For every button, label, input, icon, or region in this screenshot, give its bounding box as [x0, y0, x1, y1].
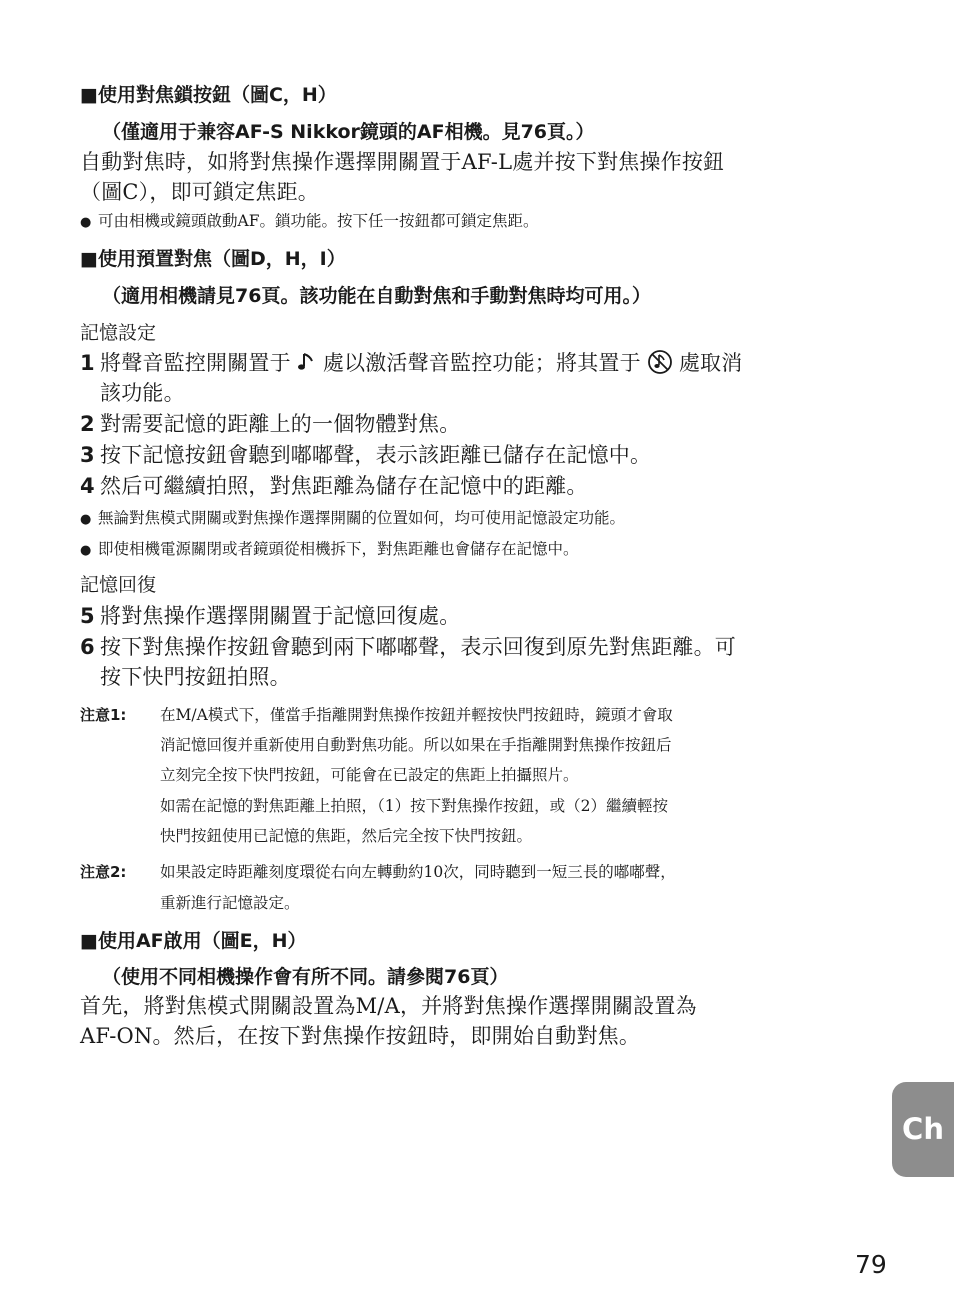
- step-text: 按下對焦操作按鈕會聽到兩下嘟嘟聲，表示回復到原先對焦距離。可: [100, 635, 736, 659]
- step-text: 然后可繼續拍照，對焦距離為儲存在記憶中的距離。: [100, 474, 588, 498]
- bullet-icon: ●: [80, 512, 92, 527]
- section-subtitle-preset-focus: （適用相機請見76頁。該功能在自動對焦和手動對焦時均可用。）: [102, 285, 651, 307]
- bullet-item: [80, 506, 625, 528]
- section-title-preset-focus: ■使用預置對焦（圖D，H，I）: [80, 248, 346, 270]
- step-number: 2: [80, 412, 95, 436]
- section-subtitle-af-on: （使用不同相機操作會有所不同。請參閱76頁）: [102, 966, 509, 988]
- step-text: 對需要記憶的距離上的一個物體對焦。: [100, 412, 461, 436]
- music-note-icon: [297, 351, 317, 378]
- step-4: [80, 470, 588, 500]
- section-title-af-on: ■使用AF啟用（圖E，H）: [80, 930, 307, 952]
- section-title-focus-lock: ■使用對焦鎖按鈕（圖C，H）: [80, 84, 337, 106]
- bullet-text: 可由相機或鏡頭啟動AF。鎖功能。按下任一按鈕都可鎖定焦距。: [98, 212, 539, 230]
- section-subtitle-focus-lock: （僅適用于兼容AF-S Nikkor鏡頭的AF相機。見76頁。）: [102, 121, 595, 143]
- bullet-icon: ●: [80, 543, 92, 558]
- body-text: 首先，將對焦模式開關設置為M/A，并將對焦操作選擇開關設置為: [80, 994, 697, 1018]
- step-text: 處以激活聲音監控功能；將其置于: [322, 351, 641, 375]
- note-text: 快門按鈕使用已記憶的焦距，然后完全按下快門按鈕。: [160, 827, 533, 845]
- note-text: 如果設定時距離刻度環從右向左轉動約10次，同時聽到一短三長的嘟嘟聲，: [160, 863, 676, 881]
- step-text: 按下記憶按鈕會聽到嘟嘟聲，表示該距離已儲存在記憶中。: [100, 443, 652, 467]
- bullet-item: [80, 209, 538, 231]
- note-text: 立刻完全按下快門按鈕，可能會在已設定的焦距上拍攝照片。: [160, 766, 579, 784]
- subheading-memory-recall: 記憶回復: [80, 574, 157, 596]
- body-text: 自動對焦時，如將對焦操作選擇開關置于AF-L處并按下對焦操作按鈕: [80, 150, 725, 174]
- step-number: 6: [80, 635, 95, 659]
- page-number: 79: [855, 1250, 887, 1279]
- note-text: 重新進行記憶設定。: [160, 894, 300, 912]
- step-number: 3: [80, 443, 95, 467]
- note-text: 消記憶回復并重新使用自動對焦功能。所以如果在手指離開對焦操作按鈕后: [160, 736, 672, 754]
- bullet-text: 即使相機電源關閉或者鏡頭從相機拆下，對焦距離也會儲存在記憶中。: [98, 540, 579, 558]
- step-5: [80, 600, 460, 630]
- step-1-continued: 該功能。: [100, 381, 185, 405]
- step-text: 將對焦操作選擇開關置于記憶回復處。: [100, 604, 461, 628]
- note-text: 在M/A模式下，僅當手指離開對焦操作按鈕并輕按快門按鈕時，鏡頭才會取: [160, 706, 673, 724]
- note-label: 注意1:: [80, 706, 127, 724]
- body-text: AF-ON。然后，在按下對焦操作按鈕時，即開始自動對焦。: [80, 1024, 641, 1048]
- subheading-memory-set: 記憶設定: [80, 322, 157, 344]
- step-1: [80, 347, 742, 380]
- note-text: 如需在記憶的對焦距離上拍照，（1）按下對焦操作按鈕，或（2）繼續輕按: [160, 797, 668, 815]
- body-text: （圖C），即可鎖定焦距。: [80, 180, 319, 204]
- language-tab: Ch: [892, 1082, 954, 1177]
- bullet-text: 無論對焦模式開關或對焦操作選擇開關的位置如何，均可使用記憶設定功能。: [98, 509, 626, 527]
- muted-note-icon: [647, 349, 673, 380]
- step-number: 5: [80, 604, 95, 628]
- step-2: [80, 408, 460, 438]
- step-text: 處取消: [678, 351, 743, 375]
- bullet-item: [80, 537, 579, 559]
- step-number: 4: [80, 474, 95, 498]
- step-text: 將聲音監控開關置于: [100, 351, 291, 375]
- step-3: [80, 439, 651, 469]
- note-1: [80, 703, 673, 725]
- bullet-icon: ●: [80, 215, 92, 230]
- step-6-continued: 按下快門按鈕拍照。: [100, 665, 291, 689]
- note-2: [80, 860, 676, 882]
- step-6: [80, 631, 736, 661]
- step-number: 1: [80, 351, 95, 375]
- note-label: 注意2:: [80, 863, 127, 881]
